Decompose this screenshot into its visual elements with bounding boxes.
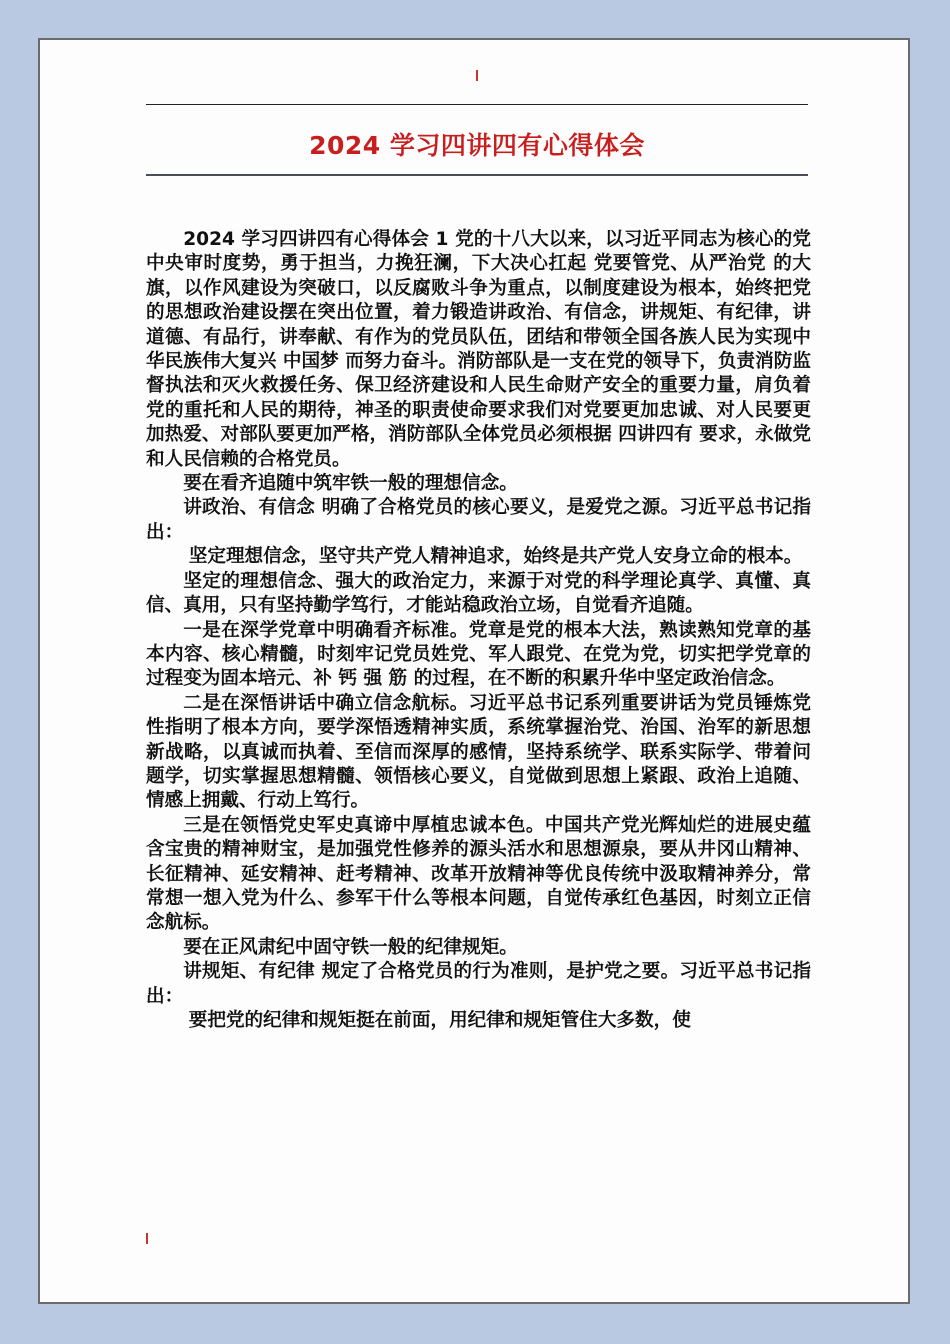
- document-title: 2024 学习四讲四有心得体会: [309, 131, 645, 160]
- paragraph: 要在正风肃纪中固守铁一般的纪律规矩。: [183, 936, 518, 958]
- paragraph: 2024 学习四讲四有心得体会 1 党的十八大以来，以习近平同志为核心的党中央审时度势，勇于担当，力挽狂澜，下大决心扛起 党要管党、从严治党 的大旗，以作风建设为突破口，以反腐败斗争为重点，以制度建设为根本，始终把党的思想政治建设摆在突出位置，着力锻造讲政治、有信念，讲规矩、有纪律，讲道德、有品行，讲奉献、有作为的党员队伍，团结和带领全国各族人民为实现中华民族伟大复兴 中国梦 而努力奋斗。消防部队是一支在党的领导下，负责消防监督执法和灭火救援任务、保卫经济建设和人民生命财产安全的重要力量，肩负着党的重托和人民的期待，神圣的职责使命要求我们对党要更加忠诚、对人民要更加热爱、对部队要更加严格，消防部队全体党员必须根据 四讲四有 要求，永做党和人民信赖的合格党员。: [146, 229, 811, 470]
- paragraph: 讲政治、有信念 明确了合格党员的核心要义，是爱党之源。习近平总书记指出：: [146, 497, 811, 543]
- paragraph: 二是在深悟讲话中确立信念航标。习近平总书记系列重要讲话为党员锤炼党性指明了根本方向，要学深悟透精神实质，系统掌握治党、治国、治军的新思想新战略，以真诚而执着、至信而深厚的感情，坚持系统学、联系实际学、带着问题学，切实掌握思想精髓、领悟核心要义，自觉做到思想上紧跟、政治上追随、情感上拥戴、行动上笃行。: [146, 692, 811, 812]
- paragraph: 一是在深学党章中明确看齐标准。党章是党的根本大法，熟读熟知党章的基本内容、核心精髓，时刻牢记党员姓党、军人跟党、在党为党，切实把学党章的过程变为固本培元、补 钙 强 筋 的过程，在不断的积累升华中坚定政治信念。: [146, 619, 811, 690]
- title-rule: [146, 174, 808, 176]
- footer-mark: [146, 1233, 148, 1244]
- paragraph: 坚定理想信念，坚守共产党人精神追求，始终是共产党人安身立命的根本。: [188, 546, 803, 568]
- paragraph: 坚定的理想信念、强大的政治定力，来源于对党的科学理论真学、真懂、真信、真用，只有坚持勤学笃行，才能站稳政治立场，自觉看齐追随。: [146, 570, 811, 617]
- header-mark: [476, 70, 478, 81]
- document-page: [38, 38, 910, 1304]
- paragraph: 要把党的纪律和规矩挺在前面，用纪律和规矩管住大多数，使: [188, 1010, 691, 1031]
- header-rule: [146, 104, 808, 105]
- paragraph: 三是在领悟党史军史真谛中厚植忠诚本色。中国共产党光辉灿烂的进展史蕴含宝贵的精神财宝，是加强党性修养的源头活水和思想源泉，要从井冈山精神、长征精神、延安精神、赶考精神、改革开放精神等优良传统中汲取精神养分，常常想一想入党为什么、参军干什么等根本问题，自觉传承红色基因，时刻立正信念航标。: [146, 814, 811, 934]
- paragraph: 讲规矩、有纪律 规定了合格党员的行为准则，是护党之要。习近平总书记指出：: [146, 961, 811, 1007]
- document-body: [146, 228, 811, 1033]
- paragraph: 要在看齐追随中筑牢铁一般的理想信念。: [183, 473, 518, 495]
